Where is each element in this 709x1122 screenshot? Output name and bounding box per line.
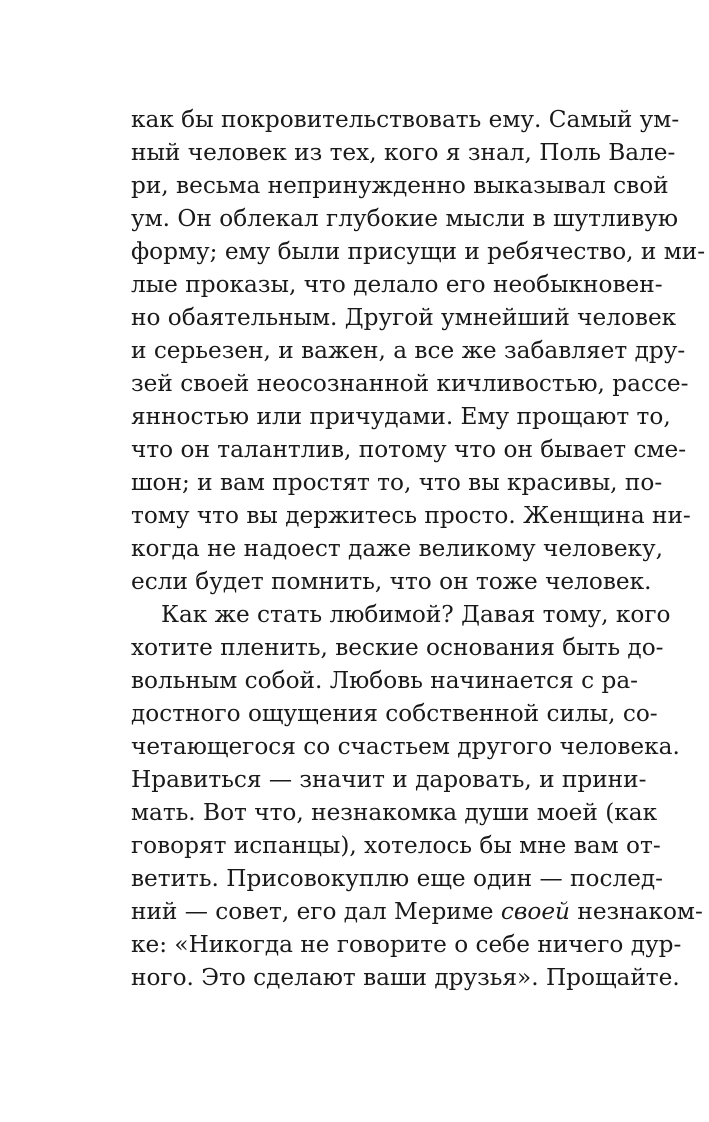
text-line: ветить. Присовокуплю еще один — послед- [131,865,664,892]
text-line: что он талантлив, потому что он бывает сме- [131,436,687,463]
text-line: Нравиться — значит и даровать, и прини- [131,766,647,793]
text-line: и серьезен, и важен, а все же забавляет дру- [131,337,686,364]
text-line: ного. Это сделают ваши друзья». Прощайте. [131,964,680,991]
text-line: как бы покровительствовать ему. Самый ум- [131,106,680,133]
text-line: ри, весьма непринужденно выказывал свой [131,172,669,199]
text-line: тому что вы держитесь просто. Женщина ни- [131,502,691,529]
text-line: янностью или причудами. Ему прощают то, [131,403,671,430]
body-text [131,103,706,994]
text-line: ке: «Никогда не говорите о себе ничего дур- [131,931,682,958]
text-line: лые проказы, что делало его необыкновен- [131,271,663,298]
text-line: зей своей неосознанной кичливостью, рассе- [131,370,689,397]
text-line: Как же стать любимой? Давая тому, кого [161,601,671,628]
text-line: но обаятельным. Другой умнейший человек [131,304,677,331]
paragraph-2 [131,598,703,994]
text-line: когда не надоест даже великому человеку, [131,535,664,562]
text-line: вольным собой. Любовь начинается с ра- [131,667,638,694]
italic-word: своей [500,898,570,925]
text-fragment: незнаком- [570,898,703,925]
paragraph-1 [131,103,706,598]
text-line: если будет помнить, что он тоже человек. [131,568,652,595]
text-line: шон; и вам простят то, что вы красивы, по- [131,469,663,496]
text-line: четающегося со счастьем другого человека. [131,733,680,760]
text-line: хотите пленить, веские основания быть до- [131,634,664,661]
text-line: ный человек из тех, кого я знал, Поль Вале- [131,139,676,166]
text-line-with-italic [131,895,703,928]
text-line: говорят испанцы), хотелось бы мне вам от- [131,832,661,859]
text-line: мать. Вот что, незнакомка души моей (как [131,799,658,826]
text-line: форму; ему были присущи и ребячество, и ми- [131,238,706,265]
text-fragment: ний — совет, его дал Мериме [131,898,501,925]
text-line: ум. Он облекал глубокие мысли в шутливую [131,205,679,232]
text-line: достного ощущения собственной силы, со- [131,700,658,727]
